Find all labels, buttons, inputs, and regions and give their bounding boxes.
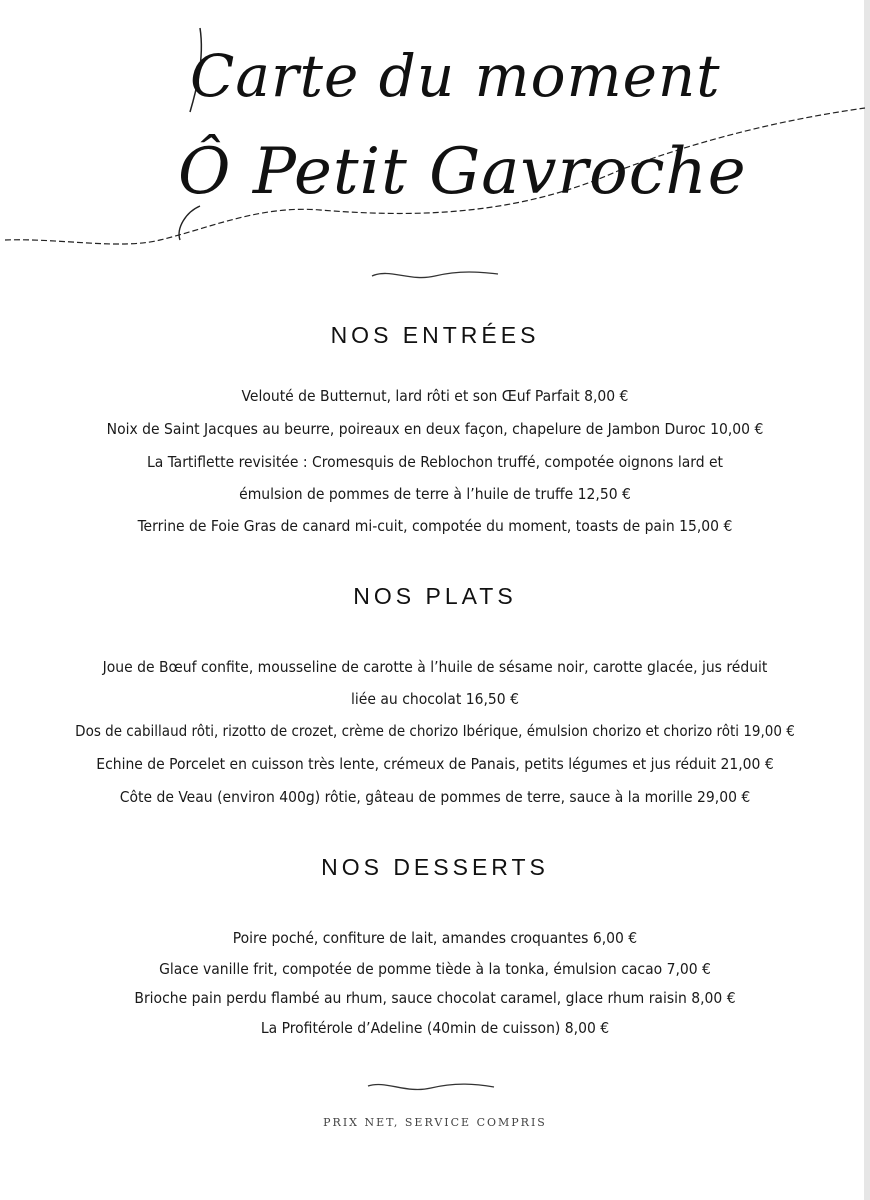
menu-item: Echine de Porcelet en cuisson très lente, crémeux de Panais, petits légumes et jus réduit 21,00 € xyxy=(96,755,774,773)
menu-item: Terrine de Foie Gras de canard mi-cuit, compotée du moment, toasts de pain 15,00 € xyxy=(137,517,733,535)
menu-item: Brioche pain perdu flambé au rhum, sauce chocolat caramel, glace rhum raisin 8,00 € xyxy=(134,989,736,1007)
footer-note: PRIX NET, SERVICE COMPRIS xyxy=(323,1116,547,1129)
section-heading-desserts: NOS DESSERTS xyxy=(321,854,549,880)
menu-item: La Profitérole d’Adeline (40min de cuisson) 8,00 € xyxy=(260,1019,610,1037)
divider-swash-top xyxy=(370,266,500,284)
section-heading-plats: NOS PLATS xyxy=(353,583,517,609)
menu-item: émulsion de pommes de terre à l’huile de truffe 12,50 € xyxy=(239,485,631,503)
menu-item: liée au chocolat 16,50 € xyxy=(351,690,519,708)
menu-item: Velouté de Butternut, lard rôti et son Œuf Parfait 8,00 € xyxy=(241,387,629,405)
menu-item: Dos de cabillaud rôti, rizotto de crozet, crème de chorizo Ibérique, émulsion chorizo et chorizo rôti 19,00 € xyxy=(75,722,795,740)
menu-item: Glace vanille frit, compotée de pomme tiède à la tonka, émulsion cacao 7,00 € xyxy=(159,960,711,978)
menu-title: Carte du moment xyxy=(190,42,721,110)
menu-item: Joue de Bœuf confite, mousseline de carotte à l’huile de sésame noir, carotte glacée, jus réduit xyxy=(102,658,768,676)
menu-item: Côte de Veau (environ 400g) rôtie, gâteau de pommes de terre, sauce à la morille 29,00 € xyxy=(119,788,751,806)
restaurant-name: Ô Petit Gavroche xyxy=(178,135,747,209)
divider-swash-bottom xyxy=(366,1078,496,1096)
section-heading-entrees: NOS ENTRÉES xyxy=(330,322,540,348)
menu-item: La Tartiflette revisitée : Cromesquis de Reblochon truffé, compotée oignons lard et xyxy=(146,453,724,471)
menu-item: Noix de Saint Jacques au beurre, poireaux en deux façon, chapelure de Jambon Duroc 10,00 € xyxy=(106,420,764,438)
menu-item: Poire poché, confiture de lait, amandes croquantes 6,00 € xyxy=(232,929,638,947)
